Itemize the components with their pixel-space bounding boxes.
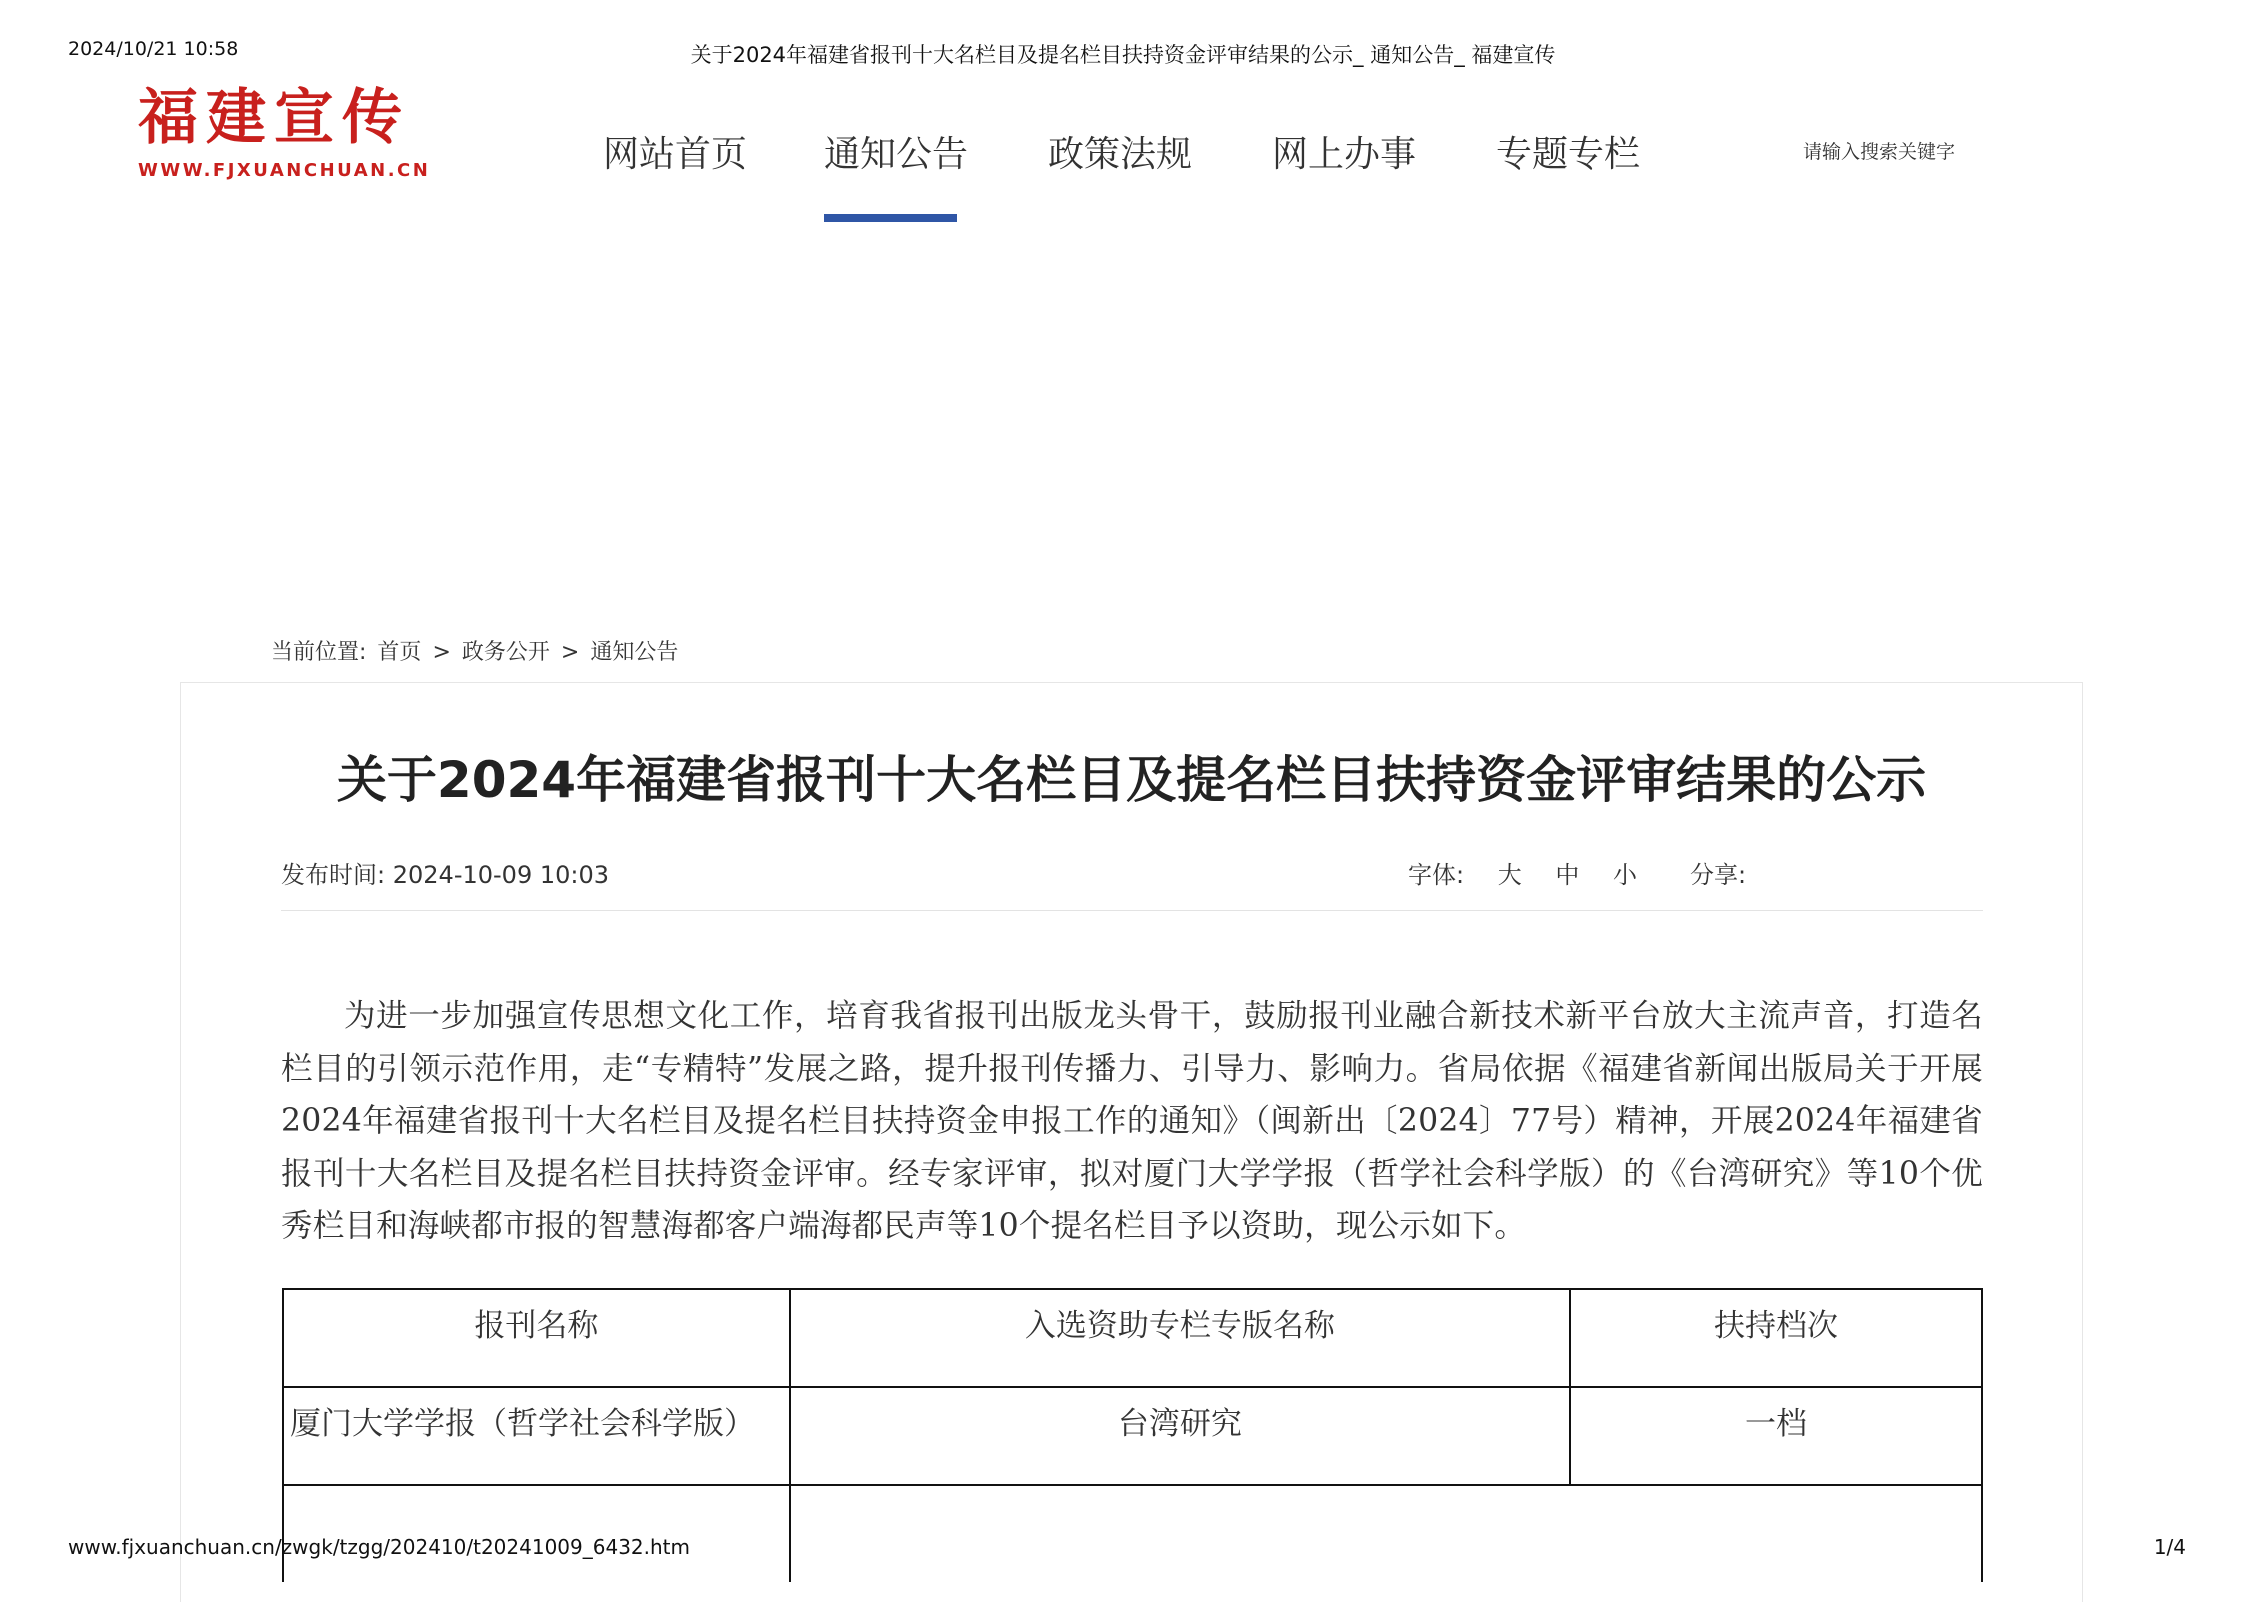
breadcrumb-separator: > [432,640,451,665]
table-header-cell: 报刊名称 [283,1289,790,1387]
font-size-small-button[interactable]: 小 [1613,861,1638,889]
logo-subtext: WWW.FJXUANCHUAN.CN [138,160,431,181]
font-size-controls [1408,855,1637,890]
table-cell-empty [790,1485,1570,1582]
table-header-cell: 入选资助专栏专版名称 [790,1289,1570,1387]
nav-item-home[interactable]: 网站首页 [603,134,748,175]
table-cell-publication: 厦门大学学报（哲学社会科学版） [283,1387,790,1485]
print-page-number: 1/4 [2153,1535,2186,1559]
nav-active-indicator [824,214,957,222]
breadcrumb-home[interactable]: 首页 [377,640,422,665]
table-cell-tier: 一档 [1570,1387,1982,1485]
table-row [283,1387,1982,1485]
article-body: 为进一步加强宣传思想文化工作，培育我省报刊出版龙头骨干，鼓励报刊业融合新技术新平台放大主流声音，打造名栏目的引领示范作用，走“专精特”发展之路，提升报刊传播力、引导力、影响力。省局依据《福建省新闻出版局关于开展2024年福建省报刊十大名栏目及提名栏目扶持资金申报工作的通知》（闽新出〔2024〕77号）精神，开展2024年福建省报刊十大名栏目及提名栏目扶持资金评审。经专家评审，拟对厦门大学学报（哲学社会科学版）的《台湾研究》等10个优秀栏目和海峡都市报的智慧海都客户端海都民声等10个提名栏目予以资助，现公示如下。 [281,998,1983,1244]
site-logo[interactable] [138,83,431,181]
publish-info [281,855,609,890]
nav-item-topics[interactable]: 专题专栏 [1496,134,1641,175]
nav-item-notices[interactable]: 通知公告 [824,134,969,175]
publish-label: 发布时间: [281,861,386,889]
table-cell-empty [283,1485,790,1582]
table-cell-column-name: 台湾研究 [790,1387,1570,1485]
publish-time: 2024-10-09 10:03 [392,861,610,889]
breadcrumb-section[interactable]: 政务公开 [461,640,550,665]
breadcrumb-current[interactable]: 通知公告 [590,640,679,665]
table-header-cell: 扶持档次 [1570,1289,1982,1387]
search-input[interactable]: 请输入搜索关键字 [1803,141,1956,163]
font-size-label: 字体: [1408,861,1465,889]
breadcrumb-separator: > [560,640,580,665]
nav-item-policies[interactable]: 政策法规 [1048,134,1193,175]
logo-text: 福建宣传 [138,83,410,153]
article-title: 关于2024年福建省报刊十大名栏目及提名栏目扶持资金评审结果的公示 [336,751,1927,809]
table-row [283,1485,1982,1582]
print-datetime: 2024/10/21 10:58 [68,38,239,60]
table-header-row [283,1289,1982,1387]
breadcrumb [271,635,682,666]
meta-divider [281,910,1983,911]
font-size-large-button[interactable]: 大 [1497,861,1522,889]
breadcrumb-prefix: 当前位置: [271,640,367,665]
table-cell-empty [1570,1485,1982,1582]
print-page-title: 关于2024年福建省报刊十大名栏目及提名栏目扶持资金评审结果的公示_ 通知公告_ 福建宣传 [690,43,1556,67]
font-size-medium-button[interactable]: 中 [1555,861,1580,889]
print-url: www.fjxuanchuan.cn/zwgk/tzgg/202410/t20241009_6432.htm [68,1535,691,1559]
share-label: 分享: [1690,861,1747,889]
nav-item-online-services[interactable]: 网上办事 [1272,134,1417,175]
